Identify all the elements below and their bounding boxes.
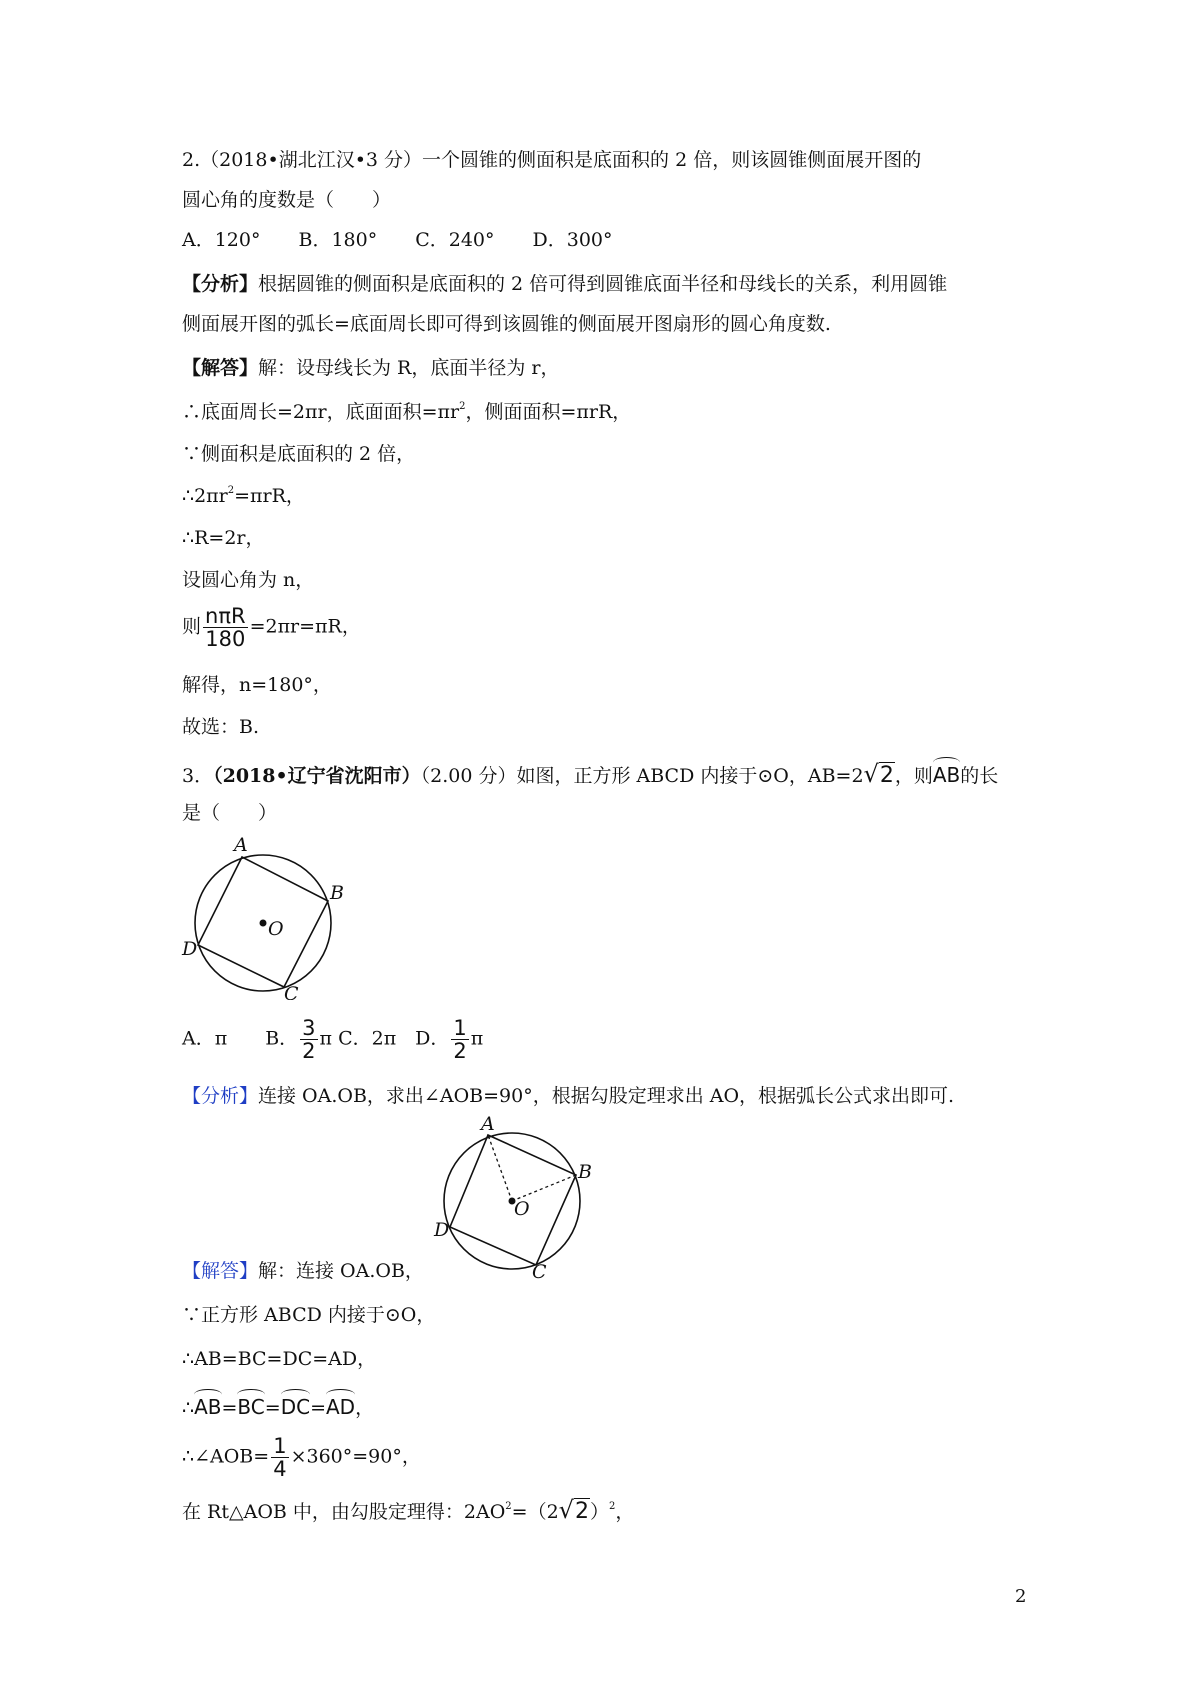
label-o: O bbox=[268, 918, 284, 940]
q3-solution-4 bbox=[182, 1390, 374, 1421]
q3-prefix: 3． bbox=[182, 765, 214, 787]
q2-analysis-1 bbox=[182, 271, 947, 297]
arc-dc: DC bbox=[281, 1390, 310, 1420]
q3-opt-d-fraction bbox=[451, 1017, 468, 1062]
q2-sol-4b: =πrR， bbox=[234, 485, 305, 507]
comma: ， bbox=[355, 1397, 375, 1419]
q3-analysis bbox=[182, 1083, 954, 1109]
q3-solution-1 bbox=[182, 1258, 424, 1284]
q2-sol-2b: ，侧面面积=πrR， bbox=[465, 401, 632, 423]
q3-sqrt-value: 2 bbox=[879, 763, 894, 788]
q3-opt-b-tail: π C．2π D． bbox=[319, 1027, 450, 1050]
q2-solution-1 bbox=[182, 355, 559, 381]
q3-sol-5b: ×360°=90°， bbox=[290, 1445, 421, 1468]
q2-solution-6: 设圆心角为 n， bbox=[182, 569, 315, 591]
label-d-2: D bbox=[434, 1219, 450, 1241]
q2-sol-7-fraction bbox=[203, 605, 248, 650]
q3-solution-3: ∴AB=BC=DC=AD， bbox=[182, 1348, 377, 1370]
q2-sol-2a: ∴底面周长=2πr，底面面积=πr bbox=[182, 401, 460, 423]
q3-arc-ab: AB bbox=[933, 758, 960, 788]
q3-sol-6-sup: 2 bbox=[505, 1501, 512, 1512]
label-d: D bbox=[182, 938, 198, 960]
q3-options bbox=[182, 1017, 483, 1062]
q2-solution-4 bbox=[182, 483, 305, 513]
q2-solution-9: 故选：B. bbox=[182, 716, 260, 738]
q2-analysis-text-1: 根据圆锥的侧面积是底面积的 2 倍可得到圆锥底面半径和母线长的关系，利用圆锥 bbox=[258, 273, 948, 295]
q3-stem-b: ，则 bbox=[894, 765, 933, 787]
q3-line-2: 是（ ） bbox=[182, 802, 278, 824]
q3-solution-5 bbox=[182, 1435, 421, 1480]
q3-opt-d-tail: π bbox=[470, 1027, 484, 1050]
q3-sol-6a: 在 Rt△AOB 中，由勾股定理得：2AO bbox=[182, 1501, 506, 1523]
q3-sol-6-sup2: 2 bbox=[608, 1501, 616, 1512]
q2-sol-4-sup: 2 bbox=[227, 485, 235, 496]
q3-line-1 bbox=[182, 758, 998, 789]
arc-ab: AB bbox=[194, 1390, 221, 1420]
q2-solution-2 bbox=[182, 399, 631, 429]
q3-sol-5-den: 4 bbox=[273, 1457, 287, 1481]
q3-opt-a: A．π B． bbox=[182, 1027, 299, 1050]
q3-opt-b-num: 3 bbox=[302, 1016, 316, 1040]
q2-analysis-2: 侧面展开图的弧长=底面周长即可得到该圆锥的侧面展开图扇形的圆心角度数. bbox=[182, 313, 831, 335]
center-point bbox=[260, 920, 267, 927]
q2-solution-tag: 【解答】 bbox=[182, 357, 259, 379]
q2-solution-7 bbox=[182, 605, 361, 650]
q2-sol-7b: =2πr=πR， bbox=[249, 615, 361, 638]
q3-sol-6c: ） bbox=[589, 1501, 609, 1523]
q3-opt-b-fraction bbox=[300, 1017, 317, 1062]
q2-sol-1: 解：设母线长为 R，底面半径为 r， bbox=[258, 357, 560, 379]
arc-ad: AD bbox=[326, 1390, 355, 1420]
label-c: C bbox=[284, 983, 299, 1000]
q3-figure-2 bbox=[428, 1115, 598, 1280]
q3-sol-4-therefore: ∴ bbox=[182, 1397, 195, 1419]
page-number: 2 bbox=[1015, 1586, 1027, 1607]
q3-sol-6-sqrt: √2 bbox=[558, 1496, 589, 1524]
q2-sol-7-den: 180 bbox=[205, 627, 246, 651]
q3-opt-d-num: 1 bbox=[453, 1016, 467, 1040]
q3-stem-a: （2.00 分）如图，正方形 ABCD 内接于⊙O，AB=2 bbox=[420, 765, 864, 787]
eq-2: = bbox=[264, 1397, 281, 1419]
q3-opt-d-den: 2 bbox=[453, 1039, 467, 1063]
q2-options: A．120° B．180° C．240° D．300° bbox=[182, 229, 613, 251]
q2-analysis-tag: 【分析】 bbox=[182, 273, 259, 295]
label-b-2: B bbox=[578, 1161, 592, 1183]
q2-sol-4a: ∴2πr bbox=[182, 485, 228, 507]
q3-sol-1: 解：连接 OA.OB， bbox=[258, 1260, 424, 1282]
q3-solution-2: ∵正方形 ABCD 内接于⊙O， bbox=[182, 1304, 436, 1326]
q3-solution-6 bbox=[182, 1497, 634, 1529]
label-a-2: A bbox=[481, 1115, 495, 1135]
q2-line-1: 2.（2018•湖北江汉•3 分）一个圆锥的侧面积是底面积的 2 倍，则该圆锥侧面展开图的 bbox=[182, 149, 922, 171]
q3-sol-5-num: 1 bbox=[273, 1434, 287, 1458]
label-c-2: C bbox=[532, 1261, 547, 1280]
q3-source: （2018•辽宁省沈阳市） bbox=[213, 765, 421, 787]
q2-solution-8: 解得，n=180°， bbox=[182, 674, 332, 696]
eq-1: = bbox=[221, 1397, 238, 1419]
q2-solution-5: ∴R=2r， bbox=[182, 527, 265, 549]
q2-sol-2-sup: 2 bbox=[459, 401, 466, 412]
q3-sol-6d: ， bbox=[615, 1501, 635, 1523]
q3-sqrt: √2 bbox=[863, 760, 894, 788]
q2-sol-7a: 则 bbox=[182, 615, 202, 638]
q3-sol-5a: ∴∠AOB= bbox=[182, 1445, 270, 1468]
q2-line-2: 圆心角的度数是（ ） bbox=[182, 189, 392, 211]
label-b: B bbox=[330, 882, 344, 904]
label-o-2: O bbox=[514, 1198, 530, 1220]
q3-solution-tag: 【解答】 bbox=[182, 1260, 259, 1282]
q3-sol-5-fraction bbox=[271, 1435, 288, 1480]
q3-figure-1 bbox=[180, 835, 350, 1000]
q3-opt-b-den: 2 bbox=[302, 1039, 316, 1063]
arc-bc: BC bbox=[237, 1390, 264, 1420]
q3-sol-6b: =（2 bbox=[511, 1501, 559, 1523]
q2-solution-3: ∵侧面积是底面积的 2 倍， bbox=[182, 443, 416, 465]
q3-stem-c: 的长 bbox=[960, 765, 999, 787]
q2-sol-7-num: nπR bbox=[205, 604, 246, 628]
label-a: A bbox=[234, 835, 248, 856]
q3-analysis-tag: 【分析】 bbox=[182, 1085, 259, 1107]
q3-sol-6-sqrt-value: 2 bbox=[574, 1499, 589, 1524]
q3-analysis-text: 连接 OA.OB，求出∠AOB=90°，根据勾股定理求出 AO，根据弧长公式求出即可. bbox=[258, 1085, 955, 1107]
eq-3: = bbox=[310, 1397, 326, 1419]
